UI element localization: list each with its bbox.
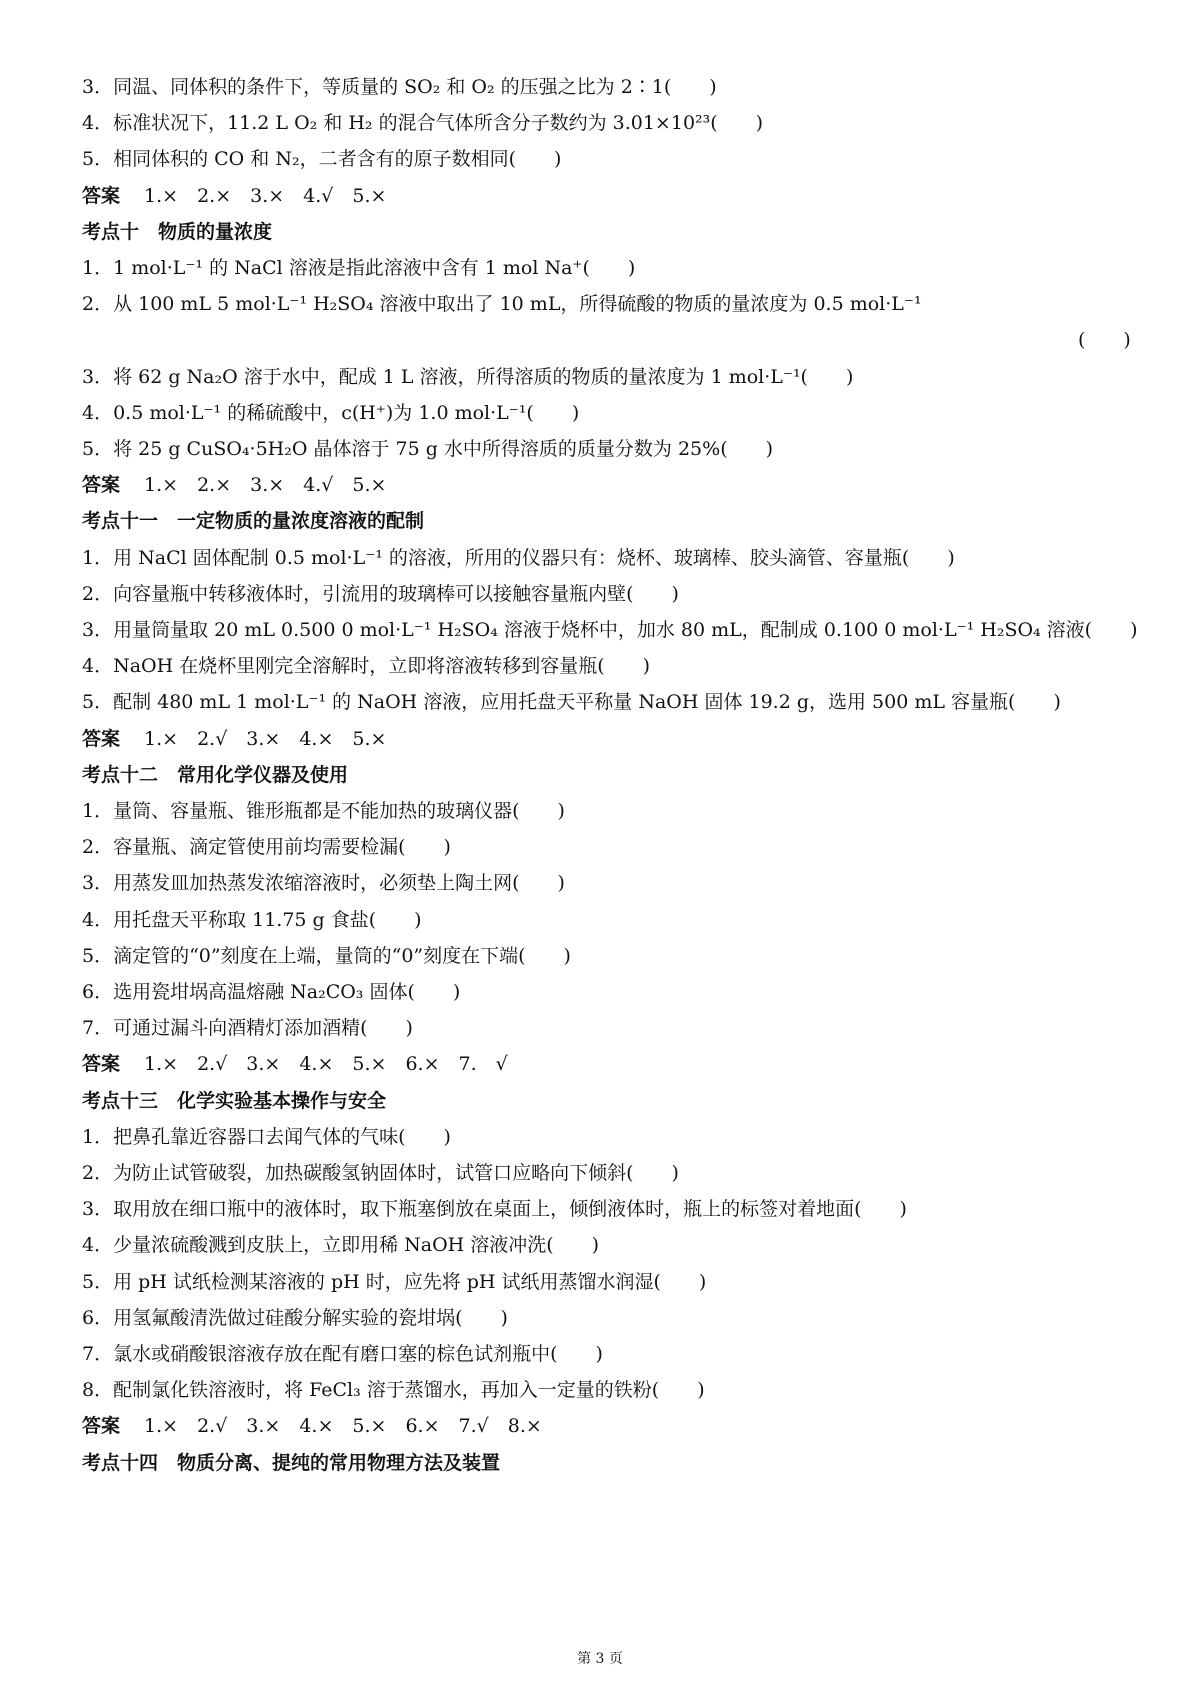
question-item: 7．可通过漏斗向酒精灯添加酒精( )	[82, 1017, 413, 1039]
question-item: 6．选用瓷坩埚高温熔融 Na₂CO₃ 固体( )	[82, 981, 461, 1003]
question-item: 3．用蒸发皿加热蒸发浓缩溶液时，必须垫上陶土网( )	[82, 872, 565, 894]
answer-label: 答案	[82, 1415, 121, 1437]
question-item: 7．氯水或硝酸银溶液存放在配有磨口塞的棕色试剂瓶中( )	[82, 1343, 603, 1365]
question-item: 1．把鼻孔靠近容器口去闻气体的气味( )	[82, 1126, 451, 1148]
question-item: 3．将 62 g Na₂O 溶于水中，配成 1 L 溶液，所得溶质的物质的量浓度为 1 mol·L⁻¹( )	[82, 366, 854, 388]
question-item: 2．从 100 mL 5 mol·L⁻¹ H₂SO₄ 溶液中取出了 10 mL，所得硫酸的物质的量浓度为 0.5 mol·L⁻¹	[82, 293, 922, 315]
answer-values: 1.× 2.√ 3.× 4.× 5.×	[144, 728, 387, 750]
question-item: 5．用 pH 试纸检测某溶液的 pH 时，应先将 pH 试纸用蒸馏水润湿( )	[82, 1271, 707, 1293]
question-item: 2．为防止试管破裂，加热碳酸氢钠固体时，试管口应略向下倾斜( )	[82, 1162, 679, 1184]
answer-values: 1.× 2.√ 3.× 4.× 5.× 6.× 7. √	[144, 1053, 508, 1075]
question-item: 5．滴定管的“0”刻度在上端，量筒的“0”刻度在下端( )	[82, 945, 571, 967]
answer-blank: ( )	[1078, 329, 1131, 351]
answer-label: 答案	[82, 728, 121, 750]
question-item: 4．用托盘天平称取 11.75 g 食盐( )	[82, 909, 422, 931]
section-heading: 考点十 物质的量浓度	[82, 221, 273, 243]
question-item: 4．少量浓硫酸溅到皮肤上，立即用稀 NaOH 溶液冲洗( )	[82, 1234, 600, 1256]
answer-label: 答案	[82, 185, 121, 207]
question-item: 1．用 NaCl 固体配制 0.5 mol·L⁻¹ 的溶液，所用的仪器只有：烧杯、玻璃棒、胶头滴管、容量瓶( )	[82, 547, 955, 569]
answer-line	[82, 1413, 542, 1439]
page-number: 第 3 页	[577, 1651, 623, 1667]
question-item: 5．配制 480 mL 1 mol·L⁻¹ 的 NaOH 溶液，应用托盘天平称量 NaOH 固体 19.2 g，选用 500 mL 容量瓶( )	[82, 691, 1061, 713]
question-item: 2．容量瓶、滴定管使用前均需要检漏( )	[82, 836, 451, 858]
question-item: 5．将 25 g CuSO₄·5H₂O 晶体溶于 75 g 水中所得溶质的质量分数为 25%( )	[82, 438, 774, 460]
section-heading: 考点十四 物质分离、提纯的常用物理方法及装置	[82, 1452, 501, 1474]
question-item: 3．用量筒量取 20 mL 0.500 0 mol·L⁻¹ H₂SO₄ 溶液于烧杯中，加水 80 mL，配制成 0.100 0 mol·L⁻¹ H₂SO₄ 溶液( )	[82, 619, 1138, 641]
section-heading: 考点十三 化学实验基本操作与安全	[82, 1090, 387, 1112]
answer-values: 1.× 2.× 3.× 4.√ 5.×	[144, 185, 387, 207]
question-item: 4．NaOH 在烧杯里刚完全溶解时，立即将溶液转移到容量瓶( )	[82, 655, 651, 677]
question-item: 6．用氢氟酸清洗做过硅酸分解实验的瓷坩埚( )	[82, 1307, 508, 1329]
answer-values: 1.× 2.× 3.× 4.√ 5.×	[144, 474, 387, 496]
question-item: 3．同温、同体积的条件下，等质量的 SO₂ 和 O₂ 的压强之比为 2∶1( )	[82, 76, 717, 98]
answer-line	[82, 183, 386, 209]
answer-label: 答案	[82, 1053, 121, 1075]
question-item: 1．量筒、容量瓶、锥形瓶都是不能加热的玻璃仪器( )	[82, 800, 565, 822]
question-item: 4．标准状况下，11.2 L O₂ 和 H₂ 的混合气体所含分子数约为 3.01×10²³( )	[82, 112, 764, 134]
question-item: 4．0.5 mol·L⁻¹ 的稀硫酸中，c(H⁺)为 1.0 mol·L⁻¹( )	[82, 402, 580, 424]
section-heading: 考点十一 一定物质的量浓度溶液的配制	[82, 510, 425, 532]
answer-line	[82, 472, 386, 498]
answer-label: 答案	[82, 474, 121, 496]
question-item: 2．向容量瓶中转移液体时，引流用的玻璃棒可以接触容量瓶内壁( )	[82, 583, 679, 605]
question-item: 8．配制氯化铁溶液时，将 FeCl₃ 溶于蒸馏水，再加入一定量的铁粉( )	[82, 1379, 705, 1401]
question-item: 1．1 mol·L⁻¹ 的 NaCl 溶液是指此溶液中含有 1 mol Na⁺( )	[82, 257, 636, 279]
question-item: 5．相同体积的 CO 和 N₂，二者含有的原子数相同( )	[82, 148, 562, 170]
answer-line	[82, 726, 386, 752]
answer-values: 1.× 2.√ 3.× 4.× 5.× 6.× 7.√ 8.×	[144, 1415, 542, 1437]
answer-line	[82, 1051, 508, 1077]
section-heading: 考点十二 常用化学仪器及使用	[82, 764, 349, 786]
question-item: 3．取用放在细口瓶中的液体时，取下瓶塞倒放在桌面上，倾倒液体时，瓶上的标签对着地面( )	[82, 1198, 907, 1220]
